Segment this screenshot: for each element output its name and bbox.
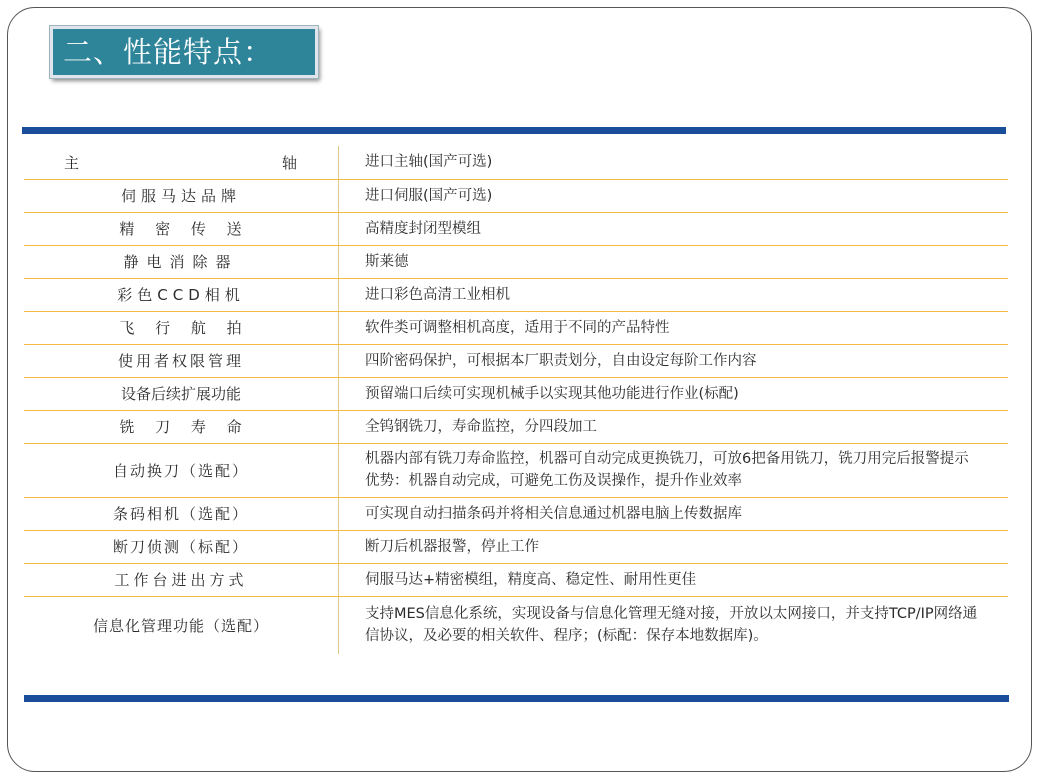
row-label: 断刀侦测（标配） <box>24 530 339 563</box>
row-value-line: 支持MES信息化系统，实现设备与信息化管理无缝对接，开放以太网接口，并支持TCP/IP网络通 <box>365 606 978 623</box>
row-value-line: 信协议，及必要的相关软件、程序；(标配：保存本地数据库)。 <box>365 628 768 645</box>
row-label: 静电消除器 <box>24 245 339 278</box>
table-row <box>24 377 1008 410</box>
row-label: 设备后续扩展功能 <box>24 377 339 410</box>
row-value <box>339 443 1009 497</box>
table-row <box>24 278 1008 311</box>
table-row <box>24 530 1008 563</box>
table-bottom-rule <box>24 695 1009 702</box>
row-label: 伺服马达品牌 <box>24 179 339 212</box>
table-row <box>24 179 1008 212</box>
row-label: 工作台进出方式 <box>24 563 339 596</box>
table-row <box>24 443 1008 497</box>
row-label: 精 密 传 送 <box>24 212 339 245</box>
row-value-line: 机器内部有铣刀寿命监控，机器可自动完成更换铣刀，可放6把备用铣刀，铣刀用完后报警提示 <box>365 451 969 467</box>
row-value: 全钨钢铣刀，寿命监控，分四段加工 <box>339 410 1009 443</box>
table-row <box>24 410 1008 443</box>
table-row <box>24 311 1008 344</box>
row-value-line: 优势：机器自动完成，可避免工伤及误操作，提升作业效率 <box>365 473 742 489</box>
row-value <box>339 596 1009 654</box>
table-row <box>24 146 1008 179</box>
row-value: 进口伺服(国产可选) <box>339 179 1009 212</box>
row-value: 高精度封闭型模组 <box>339 212 1009 245</box>
row-value: 软件类可调整相机高度，适用于不同的产品特性 <box>339 311 1009 344</box>
row-value: 可实现自动扫描条码并将相关信息通过机器电脑上传数据库 <box>339 497 1009 530</box>
table-row <box>24 245 1008 278</box>
row-label: 使用者权限管理 <box>24 344 339 377</box>
row-value: 四阶密码保护，可根据本厂职责划分，自由设定每阶工作内容 <box>339 344 1009 377</box>
row-value: 断刀后机器报警，停止工作 <box>339 530 1009 563</box>
spec-table <box>24 146 1008 654</box>
row-label: 信息化管理功能（选配） <box>24 596 339 654</box>
row-value: 预留端口后续可实现机械手以实现其他功能进行作业(标配) <box>339 377 1009 410</box>
row-value: 伺服马达+精密模组，精度高、稳定性、耐用性更佳 <box>339 563 1009 596</box>
row-label: 彩色CCD相机 <box>24 278 339 311</box>
row-label: 条码相机（选配） <box>24 497 339 530</box>
row-value: 斯莱德 <box>339 245 1009 278</box>
table-row <box>24 563 1008 596</box>
row-label: 飞 行 航 拍 <box>24 311 339 344</box>
table-row <box>24 497 1008 530</box>
table-top-rule <box>22 127 1006 134</box>
row-value: 进口主轴(国产可选) <box>339 146 1009 179</box>
table-row <box>24 212 1008 245</box>
row-label: 主 轴 <box>24 146 339 179</box>
row-label: 自动换刀（选配） <box>24 443 339 497</box>
slide-title: 二、性能特点： <box>50 26 318 78</box>
row-value: 进口彩色高清工业相机 <box>339 278 1009 311</box>
row-label: 铣 刀 寿 命 <box>24 410 339 443</box>
table-row <box>24 344 1008 377</box>
table-row <box>24 596 1008 654</box>
